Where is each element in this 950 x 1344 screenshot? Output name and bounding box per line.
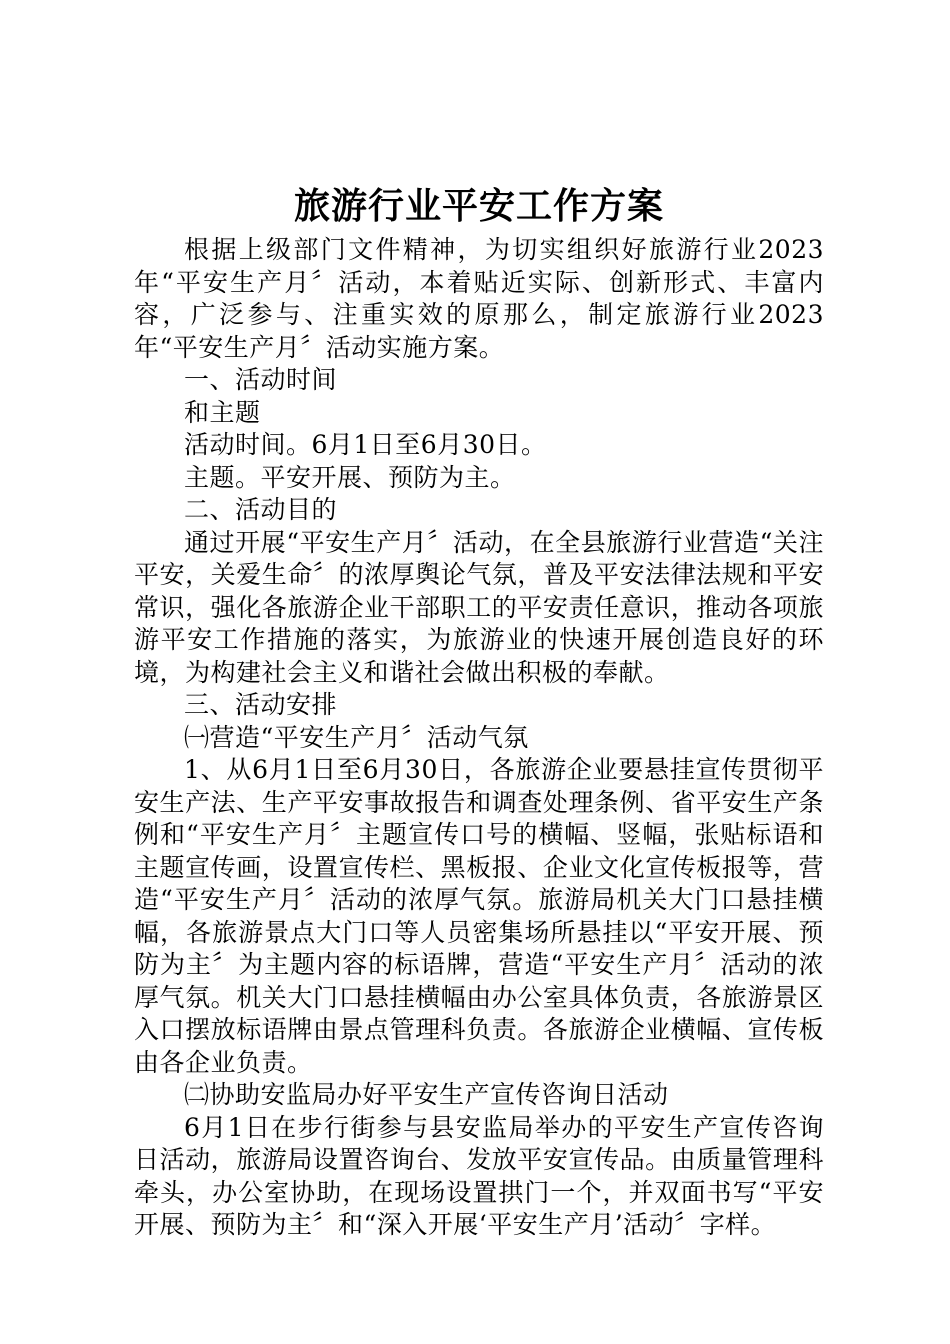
paragraph-activity-time: 活动时间。6月1日至6月30日。	[184, 430, 547, 459]
subheading-atmosphere: ㈠营造“平安生产月〞活动气氛	[184, 722, 529, 752]
paragraph-intro: 根据上级部门文件精神，为切实组织好旅游行业2023年“平安生产月〞活动，本着贴近实际、创新形式、丰富内容，广泛参与、注重实效的原那么，制定旅游行业2023年“平安生产月〞活动实施方案。	[134, 235, 824, 362]
heading-theme: 和主题	[184, 397, 261, 427]
heading-activity-time: 一、活动时间	[184, 365, 338, 394]
paragraph-consultation-day: 6月1日在步行街参与县安监局举办的平安生产宣传咨询日活动，旅游局设置咨询台、发放平安宣传品。由质量管理科牵头，办公室协助，在现场设置拱门一个，并双面书写“平安开展、预防为主〞和“深入开展‘平安生产月’活动〞字样。	[134, 1112, 824, 1239]
document-page	[134, 180, 824, 1242]
document-title: 旅游行业平安工作方案	[293, 185, 664, 227]
paragraph-purpose: 通过开展“平安生产月〞活动，在全县旅游行业营造“关注平安，关爱生命〞的浓厚舆论气氛，普及平安法律法规和平安常识，强化各旅游企业干部职工的平安责任意识，推动各项旅游平安工作措施的落实，为旅游业的快速开展创造良好的环境，为构建社会主义和谐社会做出积极的奉献。	[134, 527, 824, 687]
subheading-consultation-day: ㈡协助安监局办好平安生产宣传咨询日活动	[184, 1080, 669, 1109]
heading-activity-purpose: 二、活动目的	[184, 495, 338, 524]
paragraph-atmosphere: 1、从6月1日至6月30日，各旅游企业要悬挂宣传贯彻平安生产法、生产平安事故报告和调查处理条例、省平安生产条例和“平安生产月〞主题宣传口号的横幅、竖幅，张贴标语和主题宣传画，设置宣传栏、黑板报、企业文化宣传板报等，营造“平安生产月〞活动的浓厚气氛。旅游局机关大门口悬挂横幅，各旅游景点大门口等人员密集场所悬挂以“平安开展、预防为主〞为主题内容的标语牌，营造“平安生产月〞活动的浓厚气氛。机关大门口悬挂横幅由办公室具体负责，各旅游景区入口摆放标语牌由景点管理科负责。各旅游企业横幅、宣传板由各企业负责。	[134, 755, 824, 1077]
heading-activity-arrangement: 三、活动安排	[184, 690, 338, 719]
paragraph-theme: 主题。平安开展、预防为主。	[184, 462, 516, 492]
